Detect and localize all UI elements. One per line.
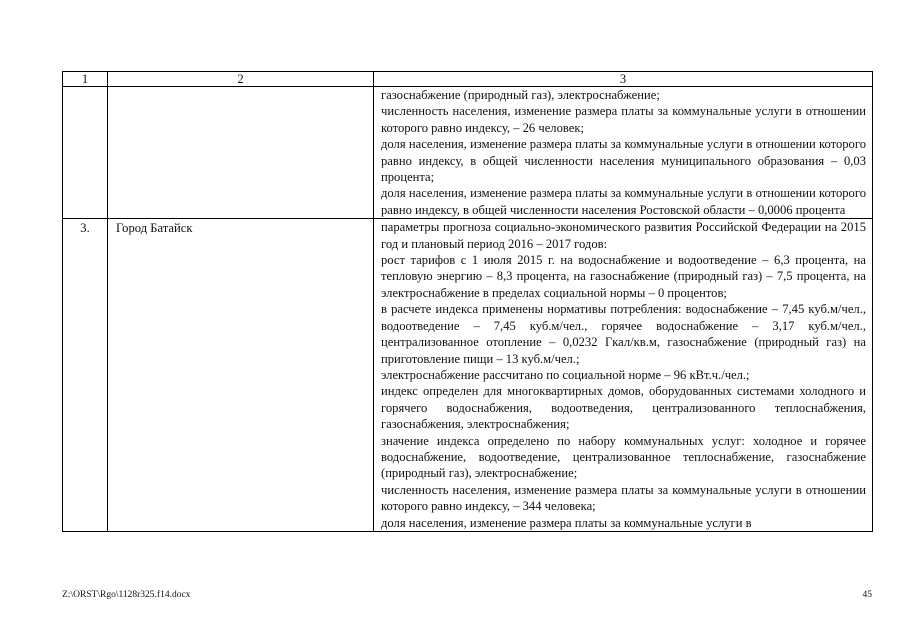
- paragraph: электроснабжение рассчитано по социальной норме – 96 кВт.ч./чел.;: [381, 367, 750, 382]
- parameters-cell: [374, 87, 873, 219]
- paragraph: в расчете индекса применены нормативы потребления: водоснабжение – 7,45 куб.м/чел., водоотведение – 7,45 куб.м/чел., горячее водоснабжение – 3,17 куб.м/чел., централизованное отопление – 0,0232 Гкал/кв.м, газоснабжение (природный газ) на приготовление пищи – 13 куб.м/чел.;: [381, 302, 866, 366]
- footer-file-path: Z:\ORST\Rgo\1128r325.f14.docx: [62, 590, 191, 600]
- row-number: [63, 87, 107, 88]
- table-header-row: [63, 72, 873, 87]
- municipality-name: [108, 87, 373, 88]
- paragraph: доля населения, изменение размера платы за коммунальные услуги в отношении которого равно индексу, в общей численности населения Ростовской области – 0,0006 процента: [381, 186, 866, 217]
- parameters-cell: [374, 219, 873, 532]
- paragraph: доля населения, изменение размера платы за коммунальные услуги в отношении которого равно индексу, в общей численности населения муниципального образования – 0,03 процента;: [381, 137, 866, 185]
- footer-page-number: 45: [862, 590, 872, 600]
- paragraph: рост тарифов с 1 июля 2015 г. на водоснабжение и водоотведение – 6,3 процента, на тепловую энергию – 8,3 процента, на газоснабжение (природный газ) – 7,5 процента, на электроснабжение в пределах социальной нормы – 0 процентов;: [381, 253, 866, 300]
- municipality-name: Город Батайск: [116, 221, 193, 236]
- header-cell-2: 2: [108, 72, 374, 87]
- paragraph: численность населения, изменение размера платы за коммунальные услуги в отношении которого равно индексу, – 26 человек;: [381, 104, 866, 135]
- table-row: [63, 87, 873, 219]
- document-table: [62, 71, 873, 532]
- paragraph: индекс определен для многоквартирных домов, оборудованных системами холодного и горячего водоснабжения, водоотведения, централизованного теплоснабжения, газоснабжения, электроснабжения;: [381, 384, 866, 432]
- paragraph: газоснабжение (природный газ), электроснабжение;: [381, 88, 660, 102]
- table-row: [63, 219, 873, 532]
- row-number-cell: [63, 219, 108, 532]
- header-cell-1: 1: [63, 72, 108, 87]
- row-number: 3.: [80, 221, 90, 236]
- paragraph: доля населения, изменение размера платы за коммунальные услуги в: [381, 515, 752, 530]
- row-number-cell: [63, 87, 108, 219]
- municipality-cell: [108, 87, 374, 219]
- municipality-cell: [108, 219, 374, 532]
- header-cell-3: 3: [374, 72, 873, 87]
- paragraph: численность населения, изменение размера платы за коммунальные услуги в отношении которого равно индексу, – 344 человека;: [381, 482, 866, 514]
- paragraph: параметры прогноза социально-экономического развития Российской Федерации на 2015 год и плановый период 2016 – 2017 годов:: [381, 220, 866, 251]
- paragraph: значение индекса определено по набору коммунальных услуг: холодное и горячее водоснабжение, водоотведение, централизованное теплоснабжение, газоснабжение (природный газ), электроснабжение;: [381, 433, 866, 481]
